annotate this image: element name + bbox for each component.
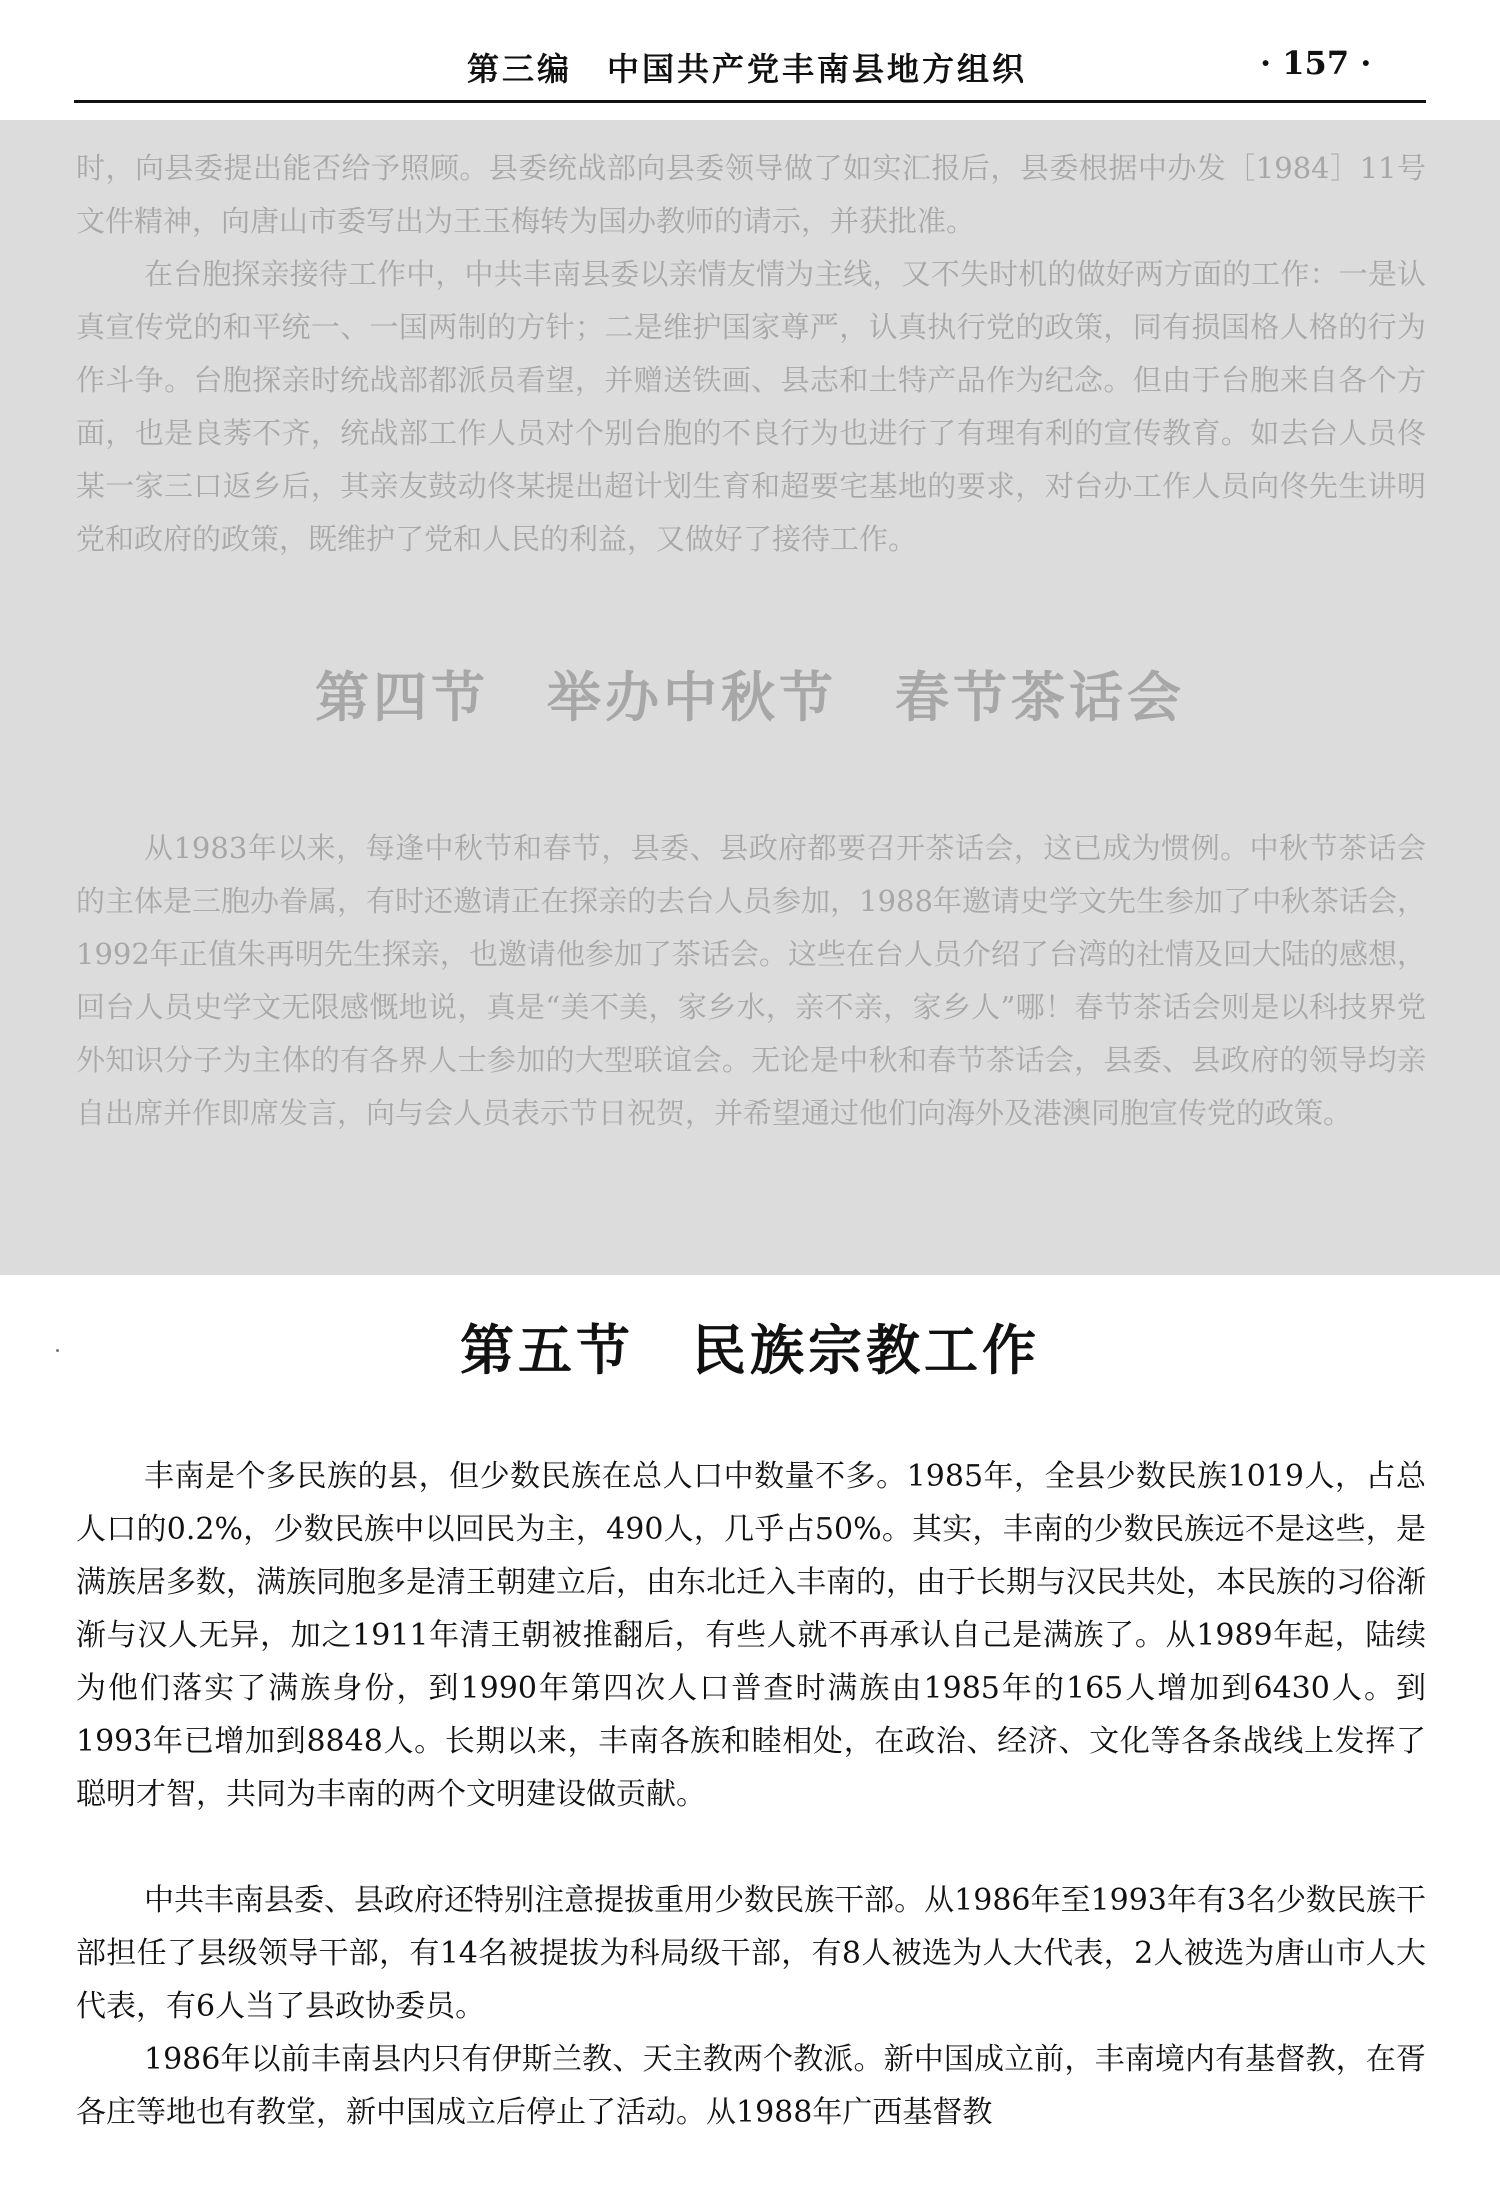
paragraph-tea-party: 从1983年以来，每逢中秋节和春节，县委、县政府都要召开茶话会，这已成为惯例。中秋节茶话会的主体是三胞办眷属，有时还邀请正在探亲的去台人员参加，1988年邀请史学文先生参加了中秋茶话会，1992年正值朱再明先生探亲，也邀请他参加了茶话会。这些在台人员介绍了台湾的社情及回大陆的感想，回台人员史学文无限感慨地说，真是“美不美，家乡水，亲不亲，家乡人”哪！春节茶话会则是以科技界党外知识分子为主体的有各界人士参加的大型联谊会。无论是中秋和春节茶话会，县委、县政府的领导均亲自出席并作即席发言，向与会人员表示节日祝贺，并希望通过他们向海外及港澳同胞宣传党的政策。 bbox=[76, 831, 1426, 1130]
paragraph-religion: 1986年以前丰南县内只有伊斯兰教、天主教两个教派。新中国成立前，丰南境内有基督教，在胥各庄等地也有教堂，新中国成立后停止了活动。从1988年广西基督教 bbox=[76, 2042, 1426, 2130]
paragraph-ethnic-cadres: 中共丰南县委、县政府还特别注意提拔重用少数民族干部。从1986年至1993年有3名少数民族干部担任了县级领导干部，有14名被提拔为科局级干部，有8人被选为人大代表，2人被选为唐山市人大代表，有6人当了县政协委员。 bbox=[76, 1883, 1426, 2024]
running-header-title: 第三编 中国共产党丰南县地方组织 bbox=[467, 50, 1028, 88]
paragraph-taiwan-visits: 在台胞探亲接待工作中，中共丰南县委以亲情友情为主线，又不失时机的做好两方面的工作：一是认真宣传党的和平统一、一国两制的方针；二是维护国家尊严，认真执行党的政策，同有损国格人格的行为作斗争。台胞探亲时统战部都派员看望，并赠送铁画、县志和土特产品作为纪念。但由于台胞来自各个方面，也是良莠不齐，统战部工作人员对个别台胞的不良行为也进行了有理有利的宣传教育。如去台人员佟某一家三口返乡后，其亲友鼓动佟某提出超计划生育和超要宅基地的要求，对台办工作人员向佟先生讲明党和政府的政策，既维护了党和人民的利益，又做好了接待工作。 bbox=[76, 257, 1426, 556]
section-4-title: 第四节 举办中秋节 春节茶话会 bbox=[315, 666, 1185, 729]
page-number: · 157 · bbox=[1260, 44, 1372, 82]
section-5-title: 第五节 民族宗教工作 bbox=[460, 1319, 1040, 1382]
paragraph-continued: 时，向县委提出能否给予照顾。县委统战部向县委领导做了如实汇报后，县委根据中办发［1984］11号文件精神，向唐山市委写出为王玉梅转为国办教师的请示，并获批准。 bbox=[76, 151, 1426, 238]
running-header bbox=[0, 0, 1500, 120]
header-rule bbox=[74, 100, 1426, 103]
highlighted-region bbox=[0, 120, 1500, 1275]
paragraph-ethnic-population: 丰南是个多民族的县，但少数民族在总人口中数量不多。1985年，全县少数民族1019人，占总人口的0.2%，少数民族中以回民为主，490人，几乎占50%。其实，丰南的少数民族远不是这些，是满族居多数，满族同胞多是清王朝建立后，由东北迁入丰南的，由于长期与汉民共处，本民族的习俗渐渐与汉人无异，加之1911年清王朝被推翻后，有些人就不再承认自己是满族了。从1989年起，陆续为他们落实了满族身份，到1990年第四次人口普查时满族由1985年的165人增加到6430人。到1993年已增加到8848人。长期以来，丰南各族和睦相处，在政治、经济、文化等各条战线上发挥了聪明才智，共同为丰南的两个文明建设做贡献。 bbox=[76, 1459, 1426, 1812]
